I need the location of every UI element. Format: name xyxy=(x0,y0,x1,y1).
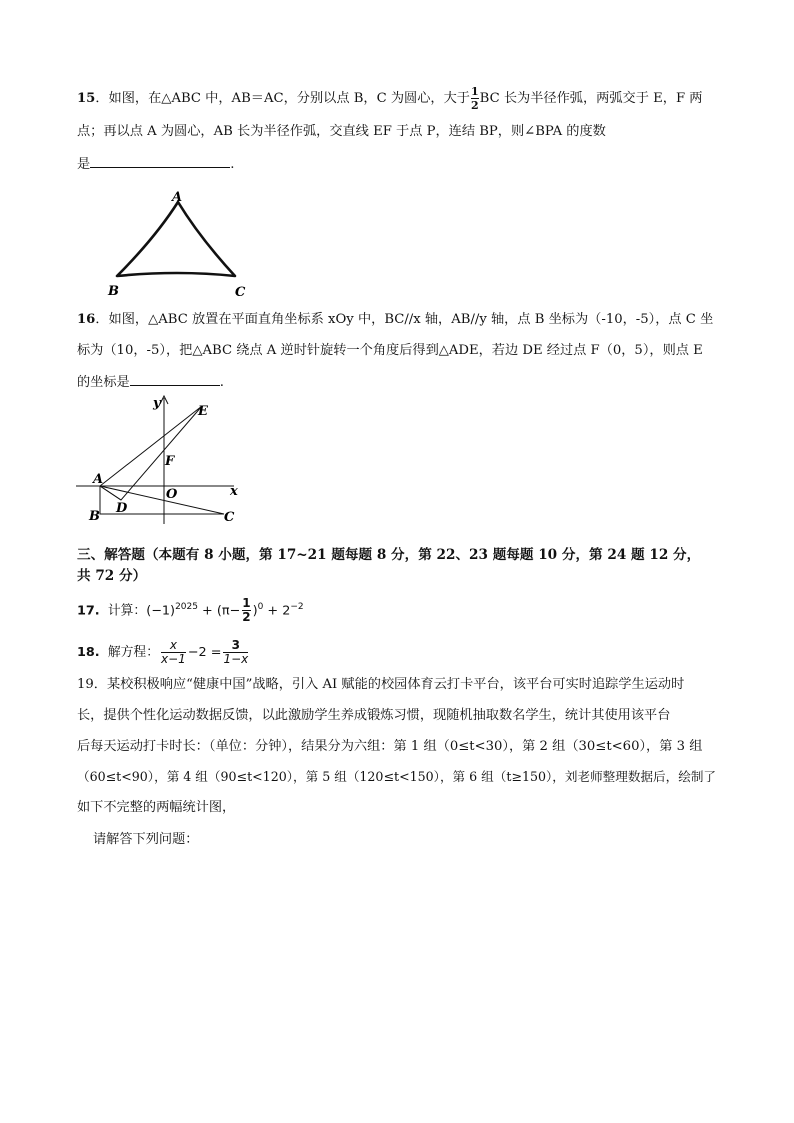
q15-label-c: C xyxy=(235,285,246,300)
q15-fraction xyxy=(471,86,479,111)
q18-line xyxy=(77,639,250,666)
q18-rhs-den: 1−x xyxy=(223,652,249,667)
q15-frac-den: 2 xyxy=(471,99,479,112)
q15-text-a: ．如图，在△ABC 中，AB＝AC，分别以点 B，C 为圆心，大于 xyxy=(95,91,470,106)
q16-label-c: C xyxy=(224,510,235,525)
q17-plus2: + 2 xyxy=(263,603,291,619)
section3-heading-line2: 共 72 分） xyxy=(77,568,147,584)
q15-number: 15 xyxy=(77,91,96,106)
q16-label-d: D xyxy=(116,501,128,516)
q19-line5: 如下不完整的两幅统计图， xyxy=(77,800,236,815)
q17-term1: (−1) xyxy=(146,603,176,619)
q17-line xyxy=(77,597,304,624)
q16-label-y: y xyxy=(153,396,161,411)
q16-line3 xyxy=(77,371,224,393)
q19-line1: 19．某校积极响应“健康中国”战略，引入 AI 赋能的校园体育云打卡平台，该平台可实时追踪学生运动时 xyxy=(77,677,685,692)
q16-label-x: x xyxy=(230,484,238,499)
q16-label-f: F xyxy=(165,454,175,469)
q15-answer-blank[interactable] xyxy=(90,153,230,168)
q17-frac-num: 1 xyxy=(242,596,251,611)
q15-label-b: B xyxy=(108,284,119,299)
q18-label: 解方程： xyxy=(107,645,159,661)
q16-line3-suffix: . xyxy=(219,375,224,390)
q15-line1 xyxy=(77,86,702,111)
q17-exp1: 2025 xyxy=(175,602,198,612)
q18-minus: −2 = xyxy=(187,645,222,661)
q18-rhs-fraction xyxy=(223,639,248,666)
q16-line1 xyxy=(77,310,713,330)
q18-lhs-num: x xyxy=(169,638,177,652)
q15-text-b: BC 长为半径作弧，两弧交于 E，F 两 xyxy=(479,91,703,106)
q16-coordinate-figure xyxy=(74,394,244,526)
q15-frac-num: 1 xyxy=(471,85,479,98)
q16-line2: 标为（10，-5），把△ABC 绕点 A 逆时针旋转一个角度后得到△ADE，若边 DE 经过点 F（0，5），则点 E xyxy=(77,343,703,358)
q15-line3-prefix: 是 xyxy=(77,157,91,172)
q17-fraction xyxy=(242,597,250,624)
q15-line3 xyxy=(77,153,234,175)
q16-label-e: E xyxy=(198,404,208,419)
q18-number: 18. xyxy=(77,645,100,661)
q18-lhs-fraction xyxy=(161,639,186,666)
q18-rhs-num: 3 xyxy=(231,638,241,652)
q17-frac-den: 2 xyxy=(242,610,251,625)
q15-label-a: A xyxy=(172,190,183,205)
q16-line1-text: ．如图，△ABC 放置在平面直角坐标系 xOy 中，BC//x 轴，AB//y 轴，点 B 坐标为（-10，-5），点 C 坐 xyxy=(95,312,714,327)
q18-lhs-den: x−1 xyxy=(161,652,186,667)
q19-line4: （60≤t<90），第 4 组（90≤t<120），第 5 组（120≤t<150），第 6 组（t≥150），刘老师整理数据后，绘制了 xyxy=(77,769,717,784)
q17-exp2: 0 xyxy=(257,602,264,612)
q17-plus1: + (π− xyxy=(197,603,241,619)
q16-line3-prefix: 的坐标是 xyxy=(77,375,130,390)
q15-triangle-figure xyxy=(100,188,260,300)
q16-label-a: A xyxy=(93,472,104,487)
q16-number: 16 xyxy=(77,312,96,327)
q17-exp3: −2 xyxy=(290,602,304,612)
q17-close: ) xyxy=(252,603,258,619)
q19-line3: 后每天运动打卡时长：（单位：分钟），结果分为六组：第 1 组（0≤t<30），第 2 组（30≤t<60），第 3 组 xyxy=(77,739,703,754)
triangle-abc xyxy=(117,202,235,276)
q15-line3-suffix: . xyxy=(230,157,235,172)
q17-number: 17. xyxy=(77,603,100,619)
q19-line2: 长，提供个性化运动数据反馈，以此激励学生养成锻炼习惯，现随机抽取数名学生，统计其使用该平台 xyxy=(77,708,671,723)
q19-line6: 请解答下列问题： xyxy=(93,832,199,847)
q16-label-o: O xyxy=(166,487,178,502)
q16-label-b: B xyxy=(89,509,100,524)
q17-label: 计算： xyxy=(107,603,147,619)
q16-answer-blank[interactable] xyxy=(130,371,220,386)
section3-heading-line1: 三、解答题（本题有 8 小题，第 17~21 题每题 8 分，第 22、23 题每题 10 分，第 24 题 12 分， xyxy=(77,547,701,563)
q15-line2: 点；再以点 A 为圆心，AB 长为半径作弧，交直线 EF 于点 P，连结 BP，则∠BPA 的度数 xyxy=(77,124,606,139)
